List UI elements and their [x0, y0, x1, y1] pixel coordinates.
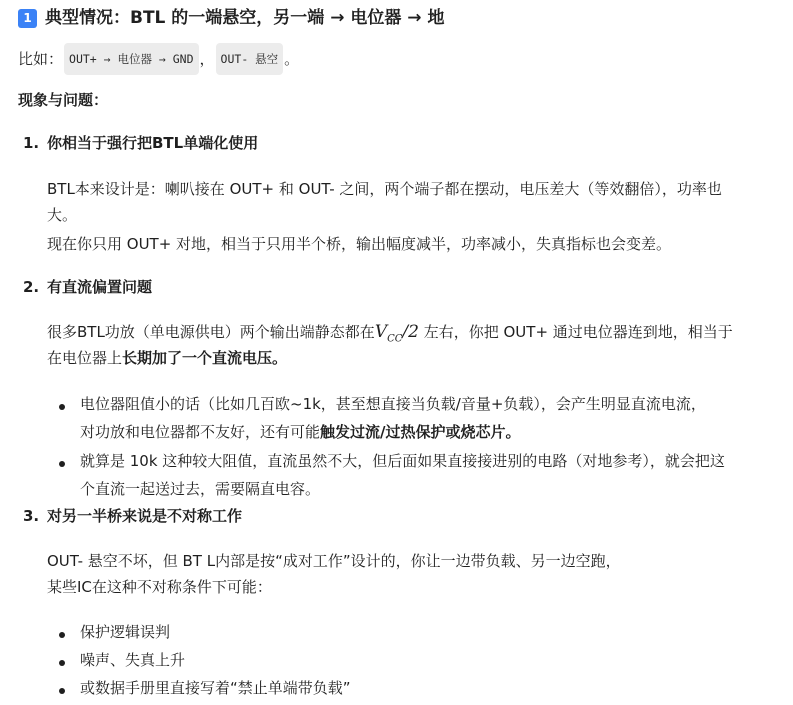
list-number: 3. — [23, 507, 40, 525]
bullet-dot-icon — [59, 461, 65, 467]
math-subscript: CC — [387, 333, 403, 345]
emphasis-text: 触发过流/过热保护或烧芯片。 — [320, 423, 521, 441]
bullet-text: 个直流一起送过去，需要隔直电容。 — [80, 480, 321, 498]
paragraph-line: 大。 — [47, 206, 78, 224]
list-number: 2. — [23, 278, 40, 296]
inline-code-connection: OUT+ → 电位器 → GND — [64, 43, 199, 75]
heading-text: 典型情况：BTL 的一端悬空，另一端 → 电位器 → 地 — [45, 8, 445, 28]
bullet-line: 电位器阻值小的话（比如几百欧~1k，甚至想直接当负载/音量+负载），会产生明显直流电流， — [80, 395, 706, 413]
bullet-line: 噪声、失真上升 — [80, 651, 186, 669]
bullet-line: 或数据手册里直接写着“禁止单端带负载” — [80, 679, 351, 697]
bullet-text: 对功放和电位器都不友好，还有可能 — [80, 423, 321, 441]
list-item-3-title — [23, 504, 242, 528]
bullet-dot-icon — [59, 404, 65, 410]
paragraph-line — [47, 345, 287, 371]
bullet-dot-icon — [59, 660, 65, 666]
paragraph-text: 很多BTL功放（单电源供电）两个输出端静态都在 — [47, 323, 375, 341]
list-item-1-title — [23, 131, 258, 155]
example-prefix: 比如： — [18, 50, 64, 68]
item-title-text: 你相当于强行把BTL单端化使用 — [47, 134, 259, 152]
page-heading — [18, 6, 444, 30]
list-item-2-title — [23, 275, 152, 299]
example-line — [18, 43, 299, 75]
example-separator: ， — [199, 50, 215, 68]
paragraph-line: OUT- 悬空不坏，但 BT L内部是按“成对工作”设计的，你让一边带负载、另一边空跑， — [47, 552, 621, 570]
bullet-line: 保护逻辑误判 — [80, 623, 171, 641]
number-one-badge-icon: 1 — [18, 9, 37, 28]
paragraph-text: 左右，你把 OUT+ 通过电位器连到地，相当于 — [418, 323, 733, 341]
math-v: V — [374, 322, 388, 342]
math-rest: /2 — [402, 322, 419, 342]
item-title-text: 有直流偏置问题 — [47, 278, 153, 296]
item-title-text: 对另一半桥来说是不对称工作 — [47, 507, 243, 525]
section-title: 现象与问题： — [18, 91, 109, 109]
bullet-dot-icon — [59, 688, 65, 694]
emphasis-text: 长期加了一个直流电压。 — [122, 349, 288, 367]
paragraph-line: 某些IC在这种不对称条件下可能： — [47, 578, 272, 596]
list-number: 1. — [23, 134, 40, 152]
example-suffix: 。 — [284, 50, 300, 68]
paragraph-text: 在电位器上 — [47, 349, 123, 367]
bullet-line: 就算是 10k 这种较大阻值，直流虽然不大，但后面如果直接接进别的电路（对地参考），就会把这 — [80, 452, 725, 470]
bullet-dot-icon — [59, 632, 65, 638]
math-vcc-over-2 — [374, 322, 419, 345]
paragraph-line: 现在你只用 OUT+ 对地，相当于只用半个桥，输出幅度减半，功率减小，失真指标也会变差。 — [47, 235, 672, 253]
inline-code-floating: OUT- 悬空 — [216, 43, 284, 75]
paragraph-line: BTL本来设计是：喇叭接在 OUT+ 和 OUT- 之间，两个端子都在摆动，电压差大（等效翻倍），功率也 — [47, 180, 722, 198]
bullet-line — [80, 476, 320, 502]
bullet-line — [80, 419, 521, 445]
